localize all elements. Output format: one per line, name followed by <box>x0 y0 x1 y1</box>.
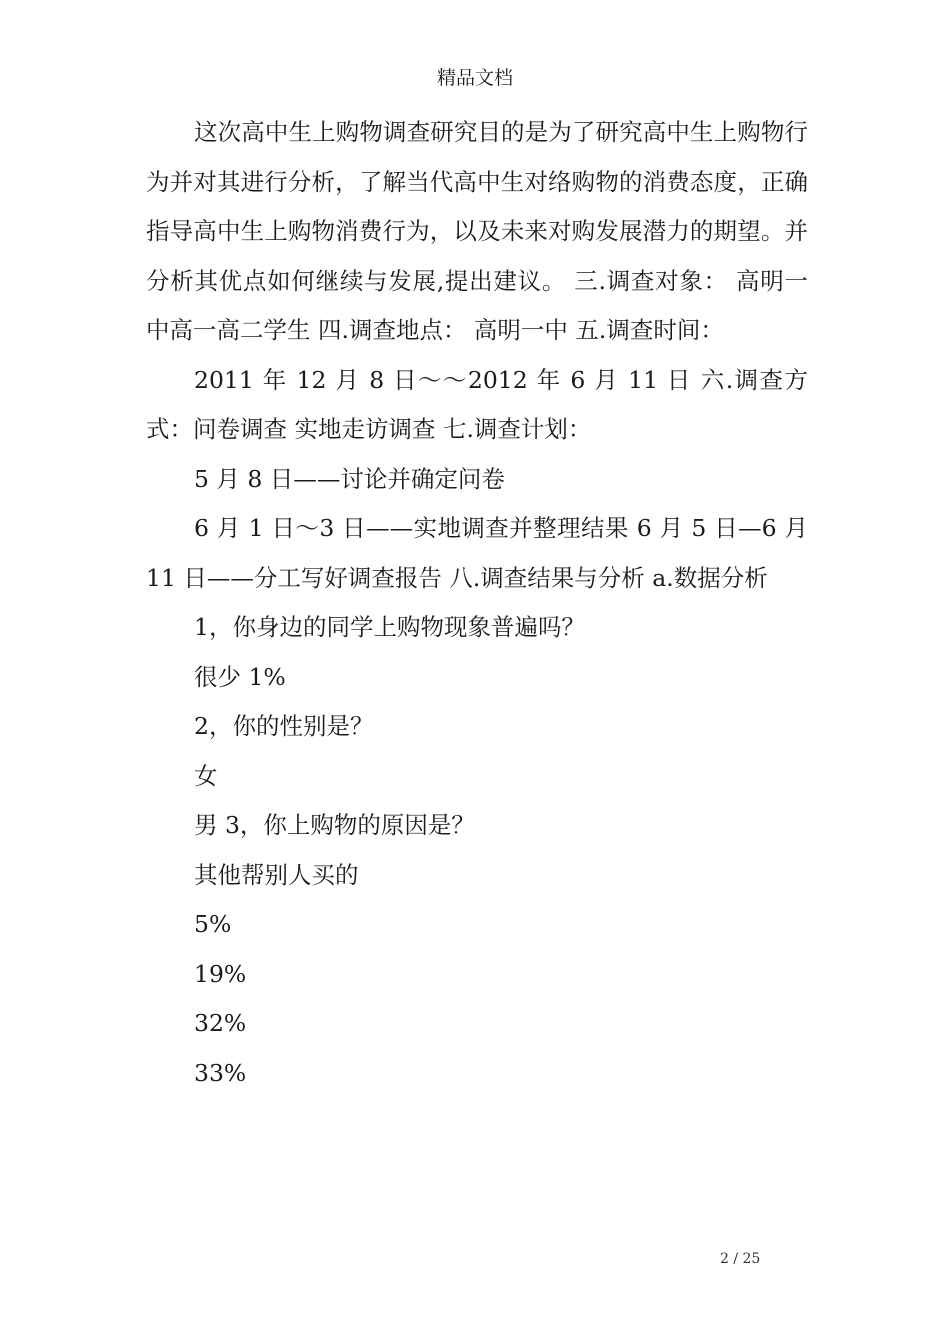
answer-1: 很少 1% <box>194 662 286 691</box>
paragraph-survey-time: 2011 年 12 月 8 日～～2012 年 6 月 11 日 六.调查方式：问卷调查 实地走访调查 七.调查计划： <box>146 365 808 443</box>
percentage-value: 19% <box>194 959 247 988</box>
percentage-value: 32% <box>194 1009 247 1037</box>
page-number: 2 / 25 <box>720 1251 761 1267</box>
question-2: 2，你的性别是？ <box>194 712 374 740</box>
answer-3-option: 其他帮别人买的 <box>194 860 359 889</box>
paragraph-plan-1: 5 月 8 日——讨论并确定问卷 <box>194 464 505 493</box>
paragraph-purpose: 这次高中生上购物调查研究目的是为了研究高中生上购物行为并对其进行分析，了解当代高中生对络购物的消费态度，正确指导高中生上购物消费行为，以及未来对购发展潜力的期望。并分析其优点如何继续与发展,提出建议。 三.调查对象： 高明一中高一高二学生 四.调查地点： 高明一中 五.调查时间： <box>146 118 808 344</box>
question-1: 1，你身边的同学上购物现象普遍吗？ <box>194 613 585 641</box>
answer-2-female: 女 <box>194 761 218 790</box>
document-body <box>146 108 808 1098</box>
paragraph-plan-2: 6 月 1 日～3 日——实地调查并整理结果 6 月 5 日—6 月 11 日——分工写好调查报告 八.调查结果与分析 a.数据分析 <box>146 514 808 592</box>
percentage-value: 33% <box>194 1058 247 1087</box>
document-header: 精品文档 <box>436 67 513 89</box>
percentage-value: 5% <box>194 910 232 938</box>
question-3: 男 3，你上购物的原因是？ <box>194 811 475 839</box>
